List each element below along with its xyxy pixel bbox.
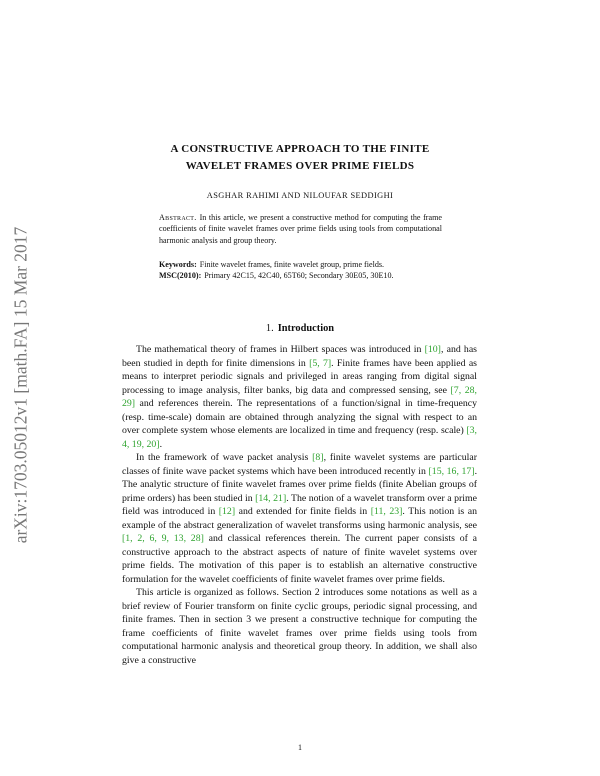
- paragraph-text: and extended for finite fields in: [235, 506, 371, 517]
- arxiv-sidebar: [2, 170, 40, 600]
- arxiv-identifier: arXiv:1703.05012v1 [math.FA] 15 Mar 2017: [10, 226, 31, 544]
- section-heading: [100, 323, 500, 334]
- paragraph-text: and references therein. The representations of a function/signal in time-frequency (resp. time-scale) domain are obtained through analyzing the signal with respect to an over complete system whose elements are localized in time and frequency (resp. scale): [122, 398, 477, 436]
- msc-label: MSC(2010):: [159, 271, 202, 280]
- paragraph-text: . Finite frames have been applied as means to interpret periodic signals and privileged in areas ranging from digital signal processing to image analysis, filter banks, big data and compressed sensing, see: [122, 357, 477, 396]
- paragraph: [122, 343, 477, 451]
- section-number: 1.: [265, 323, 274, 334]
- paragraph: [122, 586, 477, 667]
- keywords-block: [159, 259, 459, 281]
- paragraph-text: . This notion is an example of the abstract generalization of wavelet transforms using harmonic analysis, see: [122, 506, 477, 531]
- abstract-text: In this article, we present a constructive method for computing the frame coefficients of finite wavelet frames over prime fields using tools from computational harmonic analysis and group theory.: [159, 213, 442, 245]
- paragraph-text: .: [159, 438, 163, 450]
- citation-link[interactable]: [14, 21]: [255, 492, 287, 504]
- paragraph-text: This article is organized as follows. Section 2 introduces some notations as well as a brief review of Fourier transform on finite cyclic groups, periodic signal processing, and finite frames. Then in section 3 we present a constructive technique for computing the frame coefficients of finite wavelet frames over prime fields using tools from computational harmonic analysis and theoretical group theory. In addition, we shall also give a constructive: [122, 587, 477, 666]
- citation-link[interactable]: [1, 2, 6, 9, 13, 28]: [122, 533, 204, 544]
- paper-title: [100, 141, 500, 175]
- abstract-label: Abstract.: [159, 213, 197, 222]
- paragraph-text: and classical references therein. The current paper consists of a constructive approach to the abstract aspects of nature of finite wavelet systems over prime fields. The motivation of this paper is to establish an alternative constructive formulation for the wavelet coefficients of finite wavelet frames over prime fields.: [122, 533, 477, 585]
- citation-link[interactable]: [5, 7]: [309, 357, 332, 369]
- paragraph-text: The mathematical theory of frames in Hilbert spaces was introduced in: [136, 344, 425, 355]
- citation-link[interactable]: [3, 4, 19, 20]: [122, 425, 477, 450]
- msc-line: [159, 270, 459, 281]
- citation-link[interactable]: [12]: [218, 506, 236, 517]
- title-line-2: WAVELET FRAMES OVER PRIME FIELDS: [185, 160, 415, 172]
- keywords-text: Finite wavelet frames, finite wavelet group, prime fields.: [199, 260, 385, 269]
- paragraph-text: . The notion of a wavelet transform over a prime field was introduced in: [122, 492, 477, 517]
- title-line-1: A CONSTRUCTIVE APPROACH TO THE FINITE: [170, 143, 430, 155]
- msc-text: Primary 42C15, 42C40, 65T60; Secondary 30E05, 30E10.: [204, 271, 394, 280]
- citation-link[interactable]: [15, 16, 17]: [428, 465, 475, 477]
- paragraph-text: , and has been studied in depth for finite dimensions in: [122, 344, 477, 369]
- paper-authors: ASGHAR RAHIMI AND NILOUFAR SEDDIGHI: [206, 191, 394, 200]
- keywords-line: [159, 259, 459, 270]
- citation-link[interactable]: [7, 28, 29]: [122, 384, 477, 409]
- page-number: 1: [298, 743, 302, 752]
- paragraph-text: , finite wavelet systems are particular classes of finite wave packet systems which have been introduced recently in: [122, 452, 477, 477]
- section-title: Introduction: [277, 323, 335, 334]
- keywords-label: Keywords:: [159, 260, 197, 269]
- citation-link[interactable]: [10]: [424, 344, 441, 355]
- paragraph-text: In the framework of wave packet analysis: [136, 452, 313, 463]
- citation-link[interactable]: [11, 23]: [370, 506, 403, 517]
- paragraph: [122, 451, 477, 586]
- introduction-body: [122, 343, 477, 667]
- abstract: [159, 212, 442, 246]
- citation-link[interactable]: [8]: [312, 452, 324, 463]
- paragraph-text: . The analytic structure of finite wavelet frames over prime fields (finite Abelian groups of prime orders) has been studied in: [122, 465, 478, 504]
